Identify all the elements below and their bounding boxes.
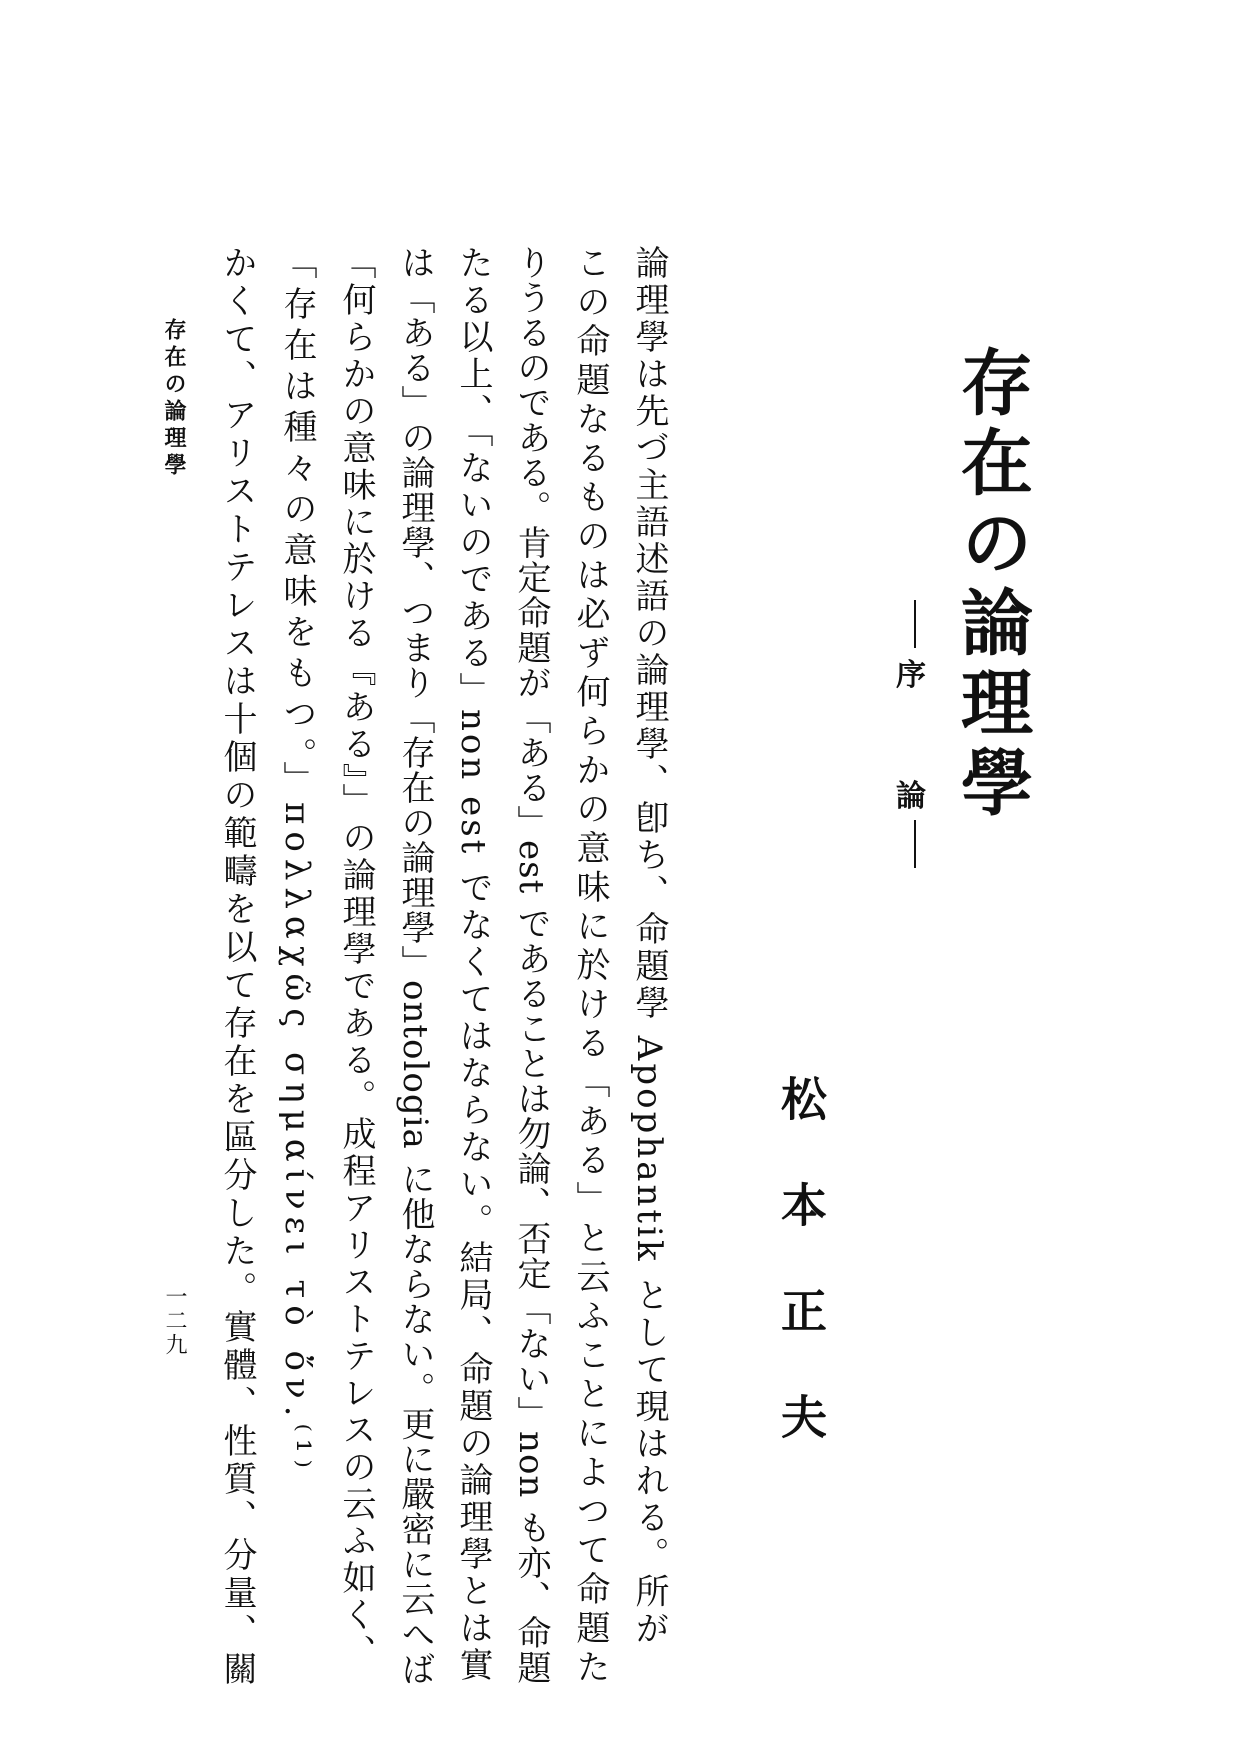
body-column: 「存在は種々の意味をもつ。」πολλαχῶς σημαίνει τὸ ὄν.⁽¹⁾	[277, 245, 317, 1475]
body-column: この命題なるものは必ず何らかの意味に於ける「ある」と云ふことによつて命題た	[570, 245, 610, 1688]
body-column: は「ある」の論理學、つまり「存在の論理學」ontologia に他ならない。更に嚴密に云へば	[395, 245, 435, 1687]
page-number: 一二九	[162, 1285, 187, 1357]
article-title: 存在の論理學	[949, 345, 1034, 825]
body-column: たる以上、「ないのである」non est でなくてはならない。結局、命題の論理學とは實	[453, 245, 493, 1685]
running-title: 存在の論理學	[161, 318, 187, 480]
subtitle-dash-bottom	[914, 820, 916, 868]
subtitle-char-first: 序	[890, 658, 925, 689]
body-column: りうるのである。肯定命題が「ある」est であることは勿論、否定「ない」non も亦、命題	[511, 245, 551, 1686]
body-column: 論理學は先づ主語述語の論理學、卽ち、命題學 Apophantik として現はれる。所が	[629, 245, 669, 1648]
body-column: かくて、アリストテレスは十個の範疇を以て存在を區分した。實體、性質、分量、關	[217, 245, 257, 1689]
section-subtitle	[890, 600, 925, 868]
body-column: 「何らかの意味に於ける『ある』」の論理學である。成程アリストテレスの云ふ如く、	[336, 245, 376, 1671]
subtitle-char-second: 論	[890, 779, 925, 810]
subtitle-dash-top	[914, 600, 916, 648]
author-name: 松本正夫	[774, 1075, 828, 1499]
